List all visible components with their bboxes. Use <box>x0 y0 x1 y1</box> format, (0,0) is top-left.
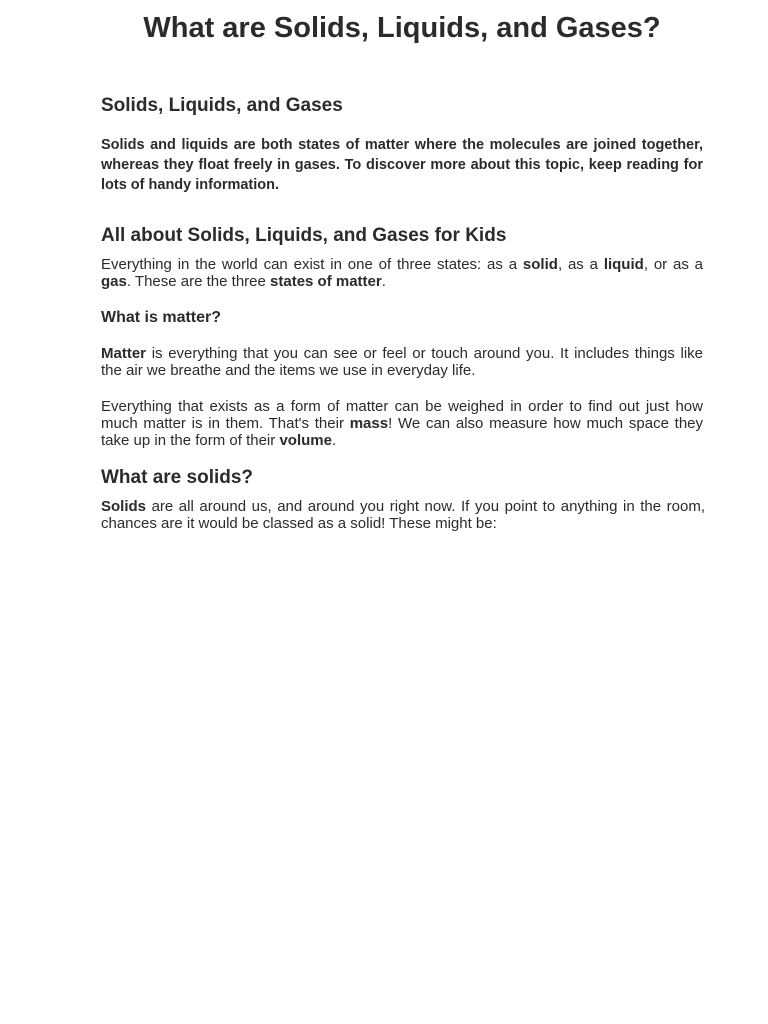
term-gas: gas <box>101 273 127 290</box>
page-title: What are Solids, Liquids, and Gases? <box>143 12 661 44</box>
states-paragraph: Everything in the world can exist in one of three states: as a solid, as a liquid, or as a gas. These are the three states of matter. <box>101 256 704 290</box>
term-mass: mass <box>349 415 389 432</box>
term-states-of-matter: states of matter <box>270 273 382 290</box>
intro-paragraph: Solids and liquids are both states of matter where the molecules are joined together, whereas they float freely in gases. To discover more about this topic, keep reading for lots of handy information. <box>101 137 703 193</box>
mass-volume-paragraph: Everything that exists as a form of matter can be weighed in order to find out just how much matter is in them. That's their mass! We can also measure how much space they take up in the form of their volume. <box>101 398 704 449</box>
solids-paragraph: Solids are all around us, and around you right now. If you point to anything in the room, chances are it would be classed as a solid! These might be: <box>101 498 705 532</box>
term-volume: volume <box>279 432 332 449</box>
section-heading-solids-liquids-gases: Solids, Liquids, and Gases <box>101 95 343 116</box>
matter-paragraph: Matter is everything that you can see or feel or touch around you. It includes things like the air we breathe and the items we use in everyday life. <box>101 345 703 379</box>
section-heading-what-are-solids: What are solids? <box>101 467 254 488</box>
term-matter: Matter <box>101 345 147 362</box>
term-solid: solid <box>522 256 558 273</box>
section-heading-all-about: All about Solids, Liquids, and Gases for Kids <box>101 225 507 246</box>
term-solids: Solids <box>101 498 147 515</box>
subheading-what-is-matter: What is matter? <box>101 309 222 326</box>
term-liquid: liquid <box>603 256 644 273</box>
